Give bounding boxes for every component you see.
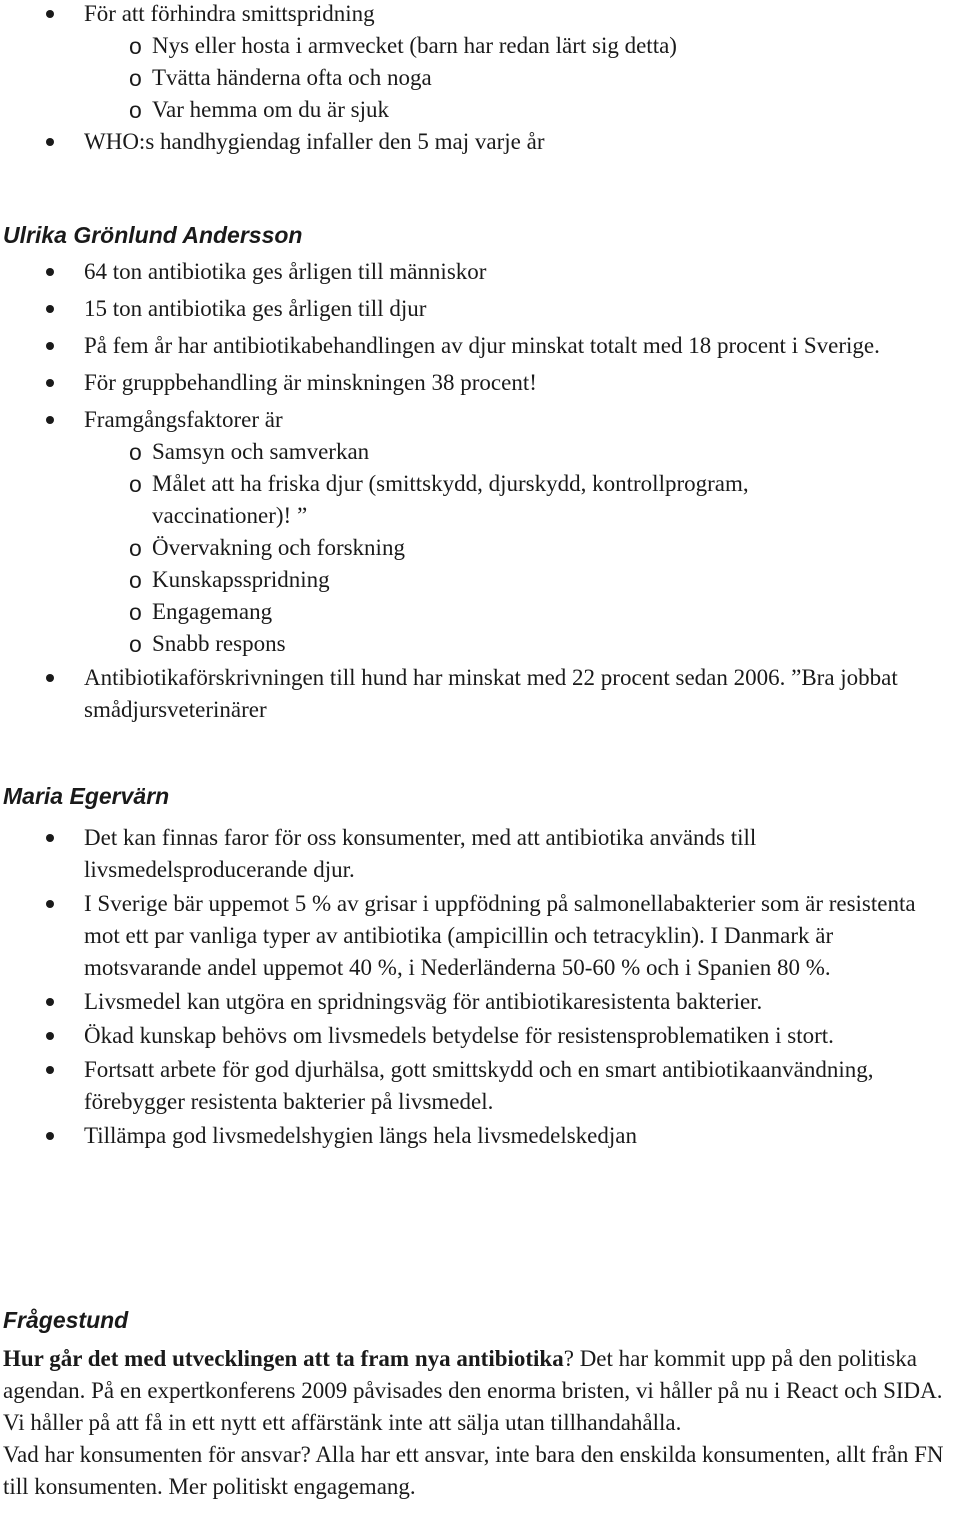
sub-list-item-text: Nys eller hosta i armvecket (barn har redan lärt sig detta) [152,33,677,58]
success-factors-list [84,436,954,660]
bullet-icon [46,138,54,146]
list-item-text: För att förhindra smittspridning [84,1,375,26]
question-rest-text: ? Det har kommit upp på den politiska agendan. På en expertkonferens 2009 påvisades den enorma bristen, vi håller på nu i React och SIDA. Vi håller på att få in ett nytt ett affärstänk inte att sälja utan tillhandahålla. [3,1346,943,1435]
circle-bullet-icon: o [129,33,142,59]
maria-list [0,822,960,1152]
sub-list-item-text: Var hemma om du är sjuk [152,97,389,122]
list-item [0,404,960,660]
question-bold-text: Hur går det med utvecklingen att ta fram nya antibiotika [3,1346,564,1371]
maria-section [0,780,960,1152]
list-item [0,293,960,325]
list-item [0,822,960,886]
section-heading-maria: Maria Egervärn [3,783,170,809]
bullet-icon [46,1066,54,1074]
list-item-text: Antibiotikaförskrivningen till hund har minskat med 22 procent sedan 2006. ”Bra jobbat smådjursveterinärer [84,665,898,722]
sub-list-item-text: Engagemang [152,599,273,624]
sub-list-item [84,62,954,94]
list-item-text: WHO:s handhygiendag infaller den 5 maj varje år [84,129,545,154]
bullet-icon [46,305,54,313]
ulrika-section [0,219,960,726]
ulrika-list [0,256,960,726]
sub-list-item-text: Snabb respons [152,631,286,656]
section-heading-fragestund: Frågestund [3,1307,129,1333]
bullet-icon [46,674,54,682]
bullet-icon [46,998,54,1006]
circle-bullet-icon: o [129,65,142,91]
list-item-text: Framgångsfaktorer är [84,407,283,432]
list-item [0,986,960,1018]
sub-list-item-text: Tvätta händerna ofta och noga [152,65,432,90]
sub-list-item [84,532,954,564]
sub-list-item-text: Samsyn och samverkan [152,439,370,464]
list-item-text: Tillämpa god livsmedelshygien längs hela livsmedelskedjan [84,1123,637,1148]
sub-list [84,30,954,126]
list-item-text: På fem år har antibiotikabehandlingen av djur minskat totalt med 18 procent i Sverige. [84,333,880,358]
question-paragraph-2: Vad har konsumenten för ansvar? Alla har ett ansvar, inte bara den enskilda konsumenten, allt från FN till konsumenten. Mer politiskt engagemang. [3,1442,944,1499]
list-item [0,126,960,158]
list-item-text: Det kan finnas faror för oss konsumenter, med att antibiotika används till livsmedelsproducerande djur. [84,825,757,882]
sub-list-item-text: Kunskapsspridning [152,567,330,592]
circle-bullet-icon: o [129,97,142,123]
bullet-icon [46,834,54,842]
top-list-section [0,0,960,158]
list-item-text: 15 ton antibiotika ges årligen till djur [84,296,427,321]
circle-bullet-icon: o [129,535,142,561]
section-heading-ulrika: Ulrika Grönlund Andersson [3,222,303,248]
list-item [0,1020,960,1052]
sub-list-item [84,564,954,596]
list-item-text: Ökad kunskap behövs om livsmedels betydelse för resistensproblematiken i stort. [84,1023,834,1048]
bullet-icon [46,342,54,350]
list-item [0,1120,960,1152]
list-item-text: 64 ton antibiotika ges årligen till människor [84,259,487,284]
sub-list-item-text: Övervakning och forskning [152,535,405,560]
list-item [0,367,960,399]
bullet-icon [46,10,54,18]
bullet-icon [46,379,54,387]
list-item-text: I Sverige bär uppemot 5 % av grisar i uppfödning på salmonellabakterier som är resistenta mot ett par vanliga typer av antibiotika (ampicillin och tetracyklin). I Danmark är motsvarande andel uppemot 40 %, i Nederländerna 50-60 % och i Spanien 80 %. [84,891,916,980]
bullet-icon [46,416,54,424]
fragestund-section [0,1304,960,1503]
list-item [0,330,960,362]
list-item [0,0,960,126]
bullet-icon [46,900,54,908]
bullet-icon [46,1032,54,1040]
list-item [0,888,960,984]
circle-bullet-icon: o [129,471,142,497]
sub-list-item [84,628,954,660]
sub-list-item [84,596,954,628]
bullet-icon [46,268,54,276]
circle-bullet-icon: o [129,631,142,657]
top-list [0,0,960,158]
sub-list-item [84,436,954,468]
bullet-icon [46,1132,54,1140]
sub-list-item-text: Målet att ha friska djur (smittskydd, djurskydd, kontrollprogram, vaccinationer)! ” [152,471,749,528]
circle-bullet-icon: o [129,599,142,625]
circle-bullet-icon: o [129,567,142,593]
sub-list-item [84,30,954,62]
list-item-text: För gruppbehandling är minskningen 38 procent! [84,370,537,395]
list-item [0,662,960,726]
sub-list-item [84,468,954,532]
list-item [0,1054,960,1118]
list-item-text: Fortsatt arbete för god djurhälsa, gott smittskydd och en smart antibiotikaanvändning, förebygger resistenta bakterier på livsmedel. [84,1057,874,1114]
list-item-text: Livsmedel kan utgöra en spridningsväg för antibiotikaresistenta bakterier. [84,989,763,1014]
circle-bullet-icon: o [129,439,142,465]
question-paragraph-1 [0,1343,960,1439]
sub-list-item [84,94,954,126]
list-item [0,256,960,288]
